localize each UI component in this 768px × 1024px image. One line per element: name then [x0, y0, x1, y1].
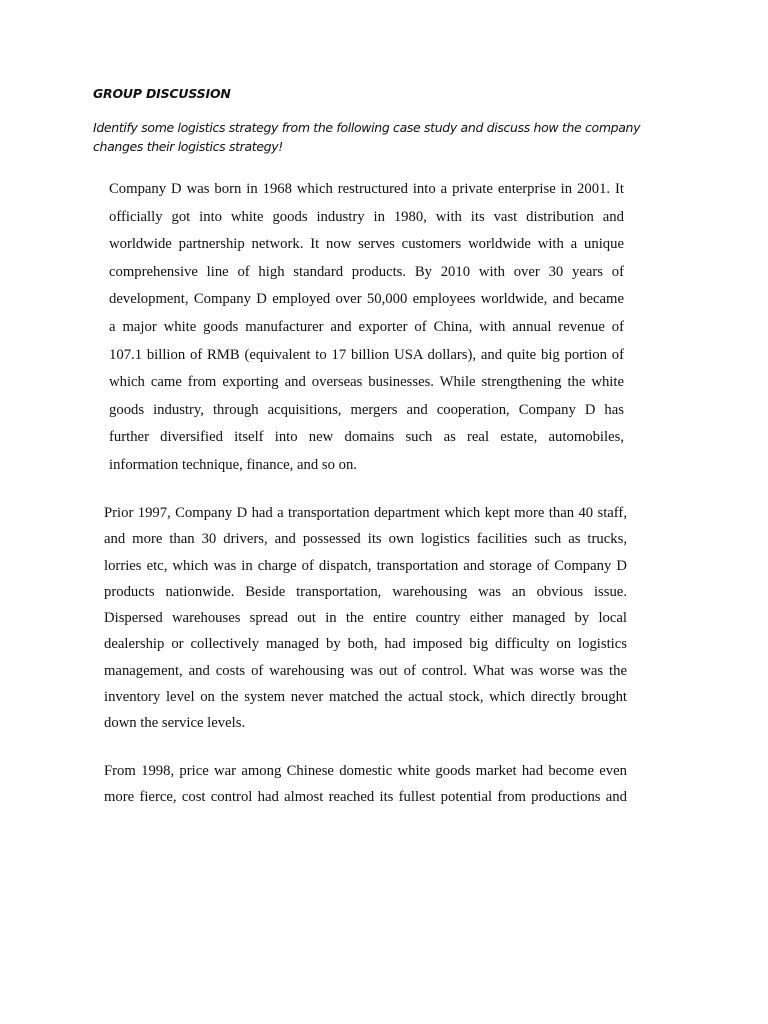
- discussion-prompt: [93, 118, 641, 156]
- paragraph-line: Company D was born in 1968 which restructured into a private enterprise in 2001. It: [109, 181, 624, 197]
- paragraph-line: which came from exporting and overseas businesses. While strengthening the white: [109, 374, 624, 391]
- paragraph-line: officially got into white goods industry in 1980, with its vast distribution and: [109, 208, 624, 225]
- paragraph-line: Dispersed warehouses spread out in the entire country either managed by local: [104, 610, 627, 627]
- paragraph-line: further diversified itself into new domains such as real estate, automobiles,: [109, 429, 624, 446]
- paragraph-line: inventory level on the system never matched the actual stock, which directly brought: [104, 689, 627, 706]
- group-discussion-heading: GROUP DISCUSSION: [93, 86, 231, 101]
- paragraph-line: goods industry, through acquisitions, mergers and cooperation, Company D has: [109, 401, 624, 418]
- paragraph-line: worldwide partnership network. It now serves customers worldwide with a unique: [109, 236, 624, 253]
- paragraph-line: more fierce, cost control had almost reached its fullest potential from productions and: [104, 789, 627, 806]
- case-paragraph-company-history: [109, 176, 624, 480]
- paragraph-line: down the service levels.: [104, 715, 246, 732]
- prompt-line: Identify some logistics strategy from the following case study and discuss how the company: [93, 120, 641, 135]
- paragraph-line: comprehensive line of high standard products. By 2010 with over 30 years of: [109, 263, 624, 280]
- paragraph-line: 107.1 billion of RMB (equivalent to 17 billion USA dollars), and quite big portion of: [109, 346, 624, 363]
- paragraph-line: information technique, finance, and so on.: [109, 456, 357, 473]
- paragraph-line: Prior 1997, Company D had a transportation department which kept more than 40 staff,: [104, 505, 627, 521]
- paragraph-line: development, Company D employed over 50,000 employees worldwide, and became: [109, 291, 624, 308]
- paragraph-line: a major white goods manufacturer and exporter of China, with annual revenue of: [109, 318, 624, 335]
- paragraph-line: lorries etc, which was in charge of dispatch, transportation and storage of Company D: [104, 557, 627, 574]
- paragraph-line: dealership or collectively managed by both, had imposed big difficulty on logistics: [104, 636, 627, 653]
- paragraph-line: From 1998, price war among Chinese domestic white goods market had become even: [104, 763, 627, 779]
- case-paragraph-prior-1997: [104, 500, 627, 737]
- prompt-line: changes their logistics strategy!: [93, 139, 283, 154]
- case-paragraph-from-1998: [104, 758, 627, 811]
- paragraph-line: and more than 30 drivers, and possessed its own logistics facilities such as trucks,: [104, 531, 627, 548]
- paragraph-line: products nationwide. Beside transportation, warehousing was an obvious issue.: [104, 583, 627, 600]
- paragraph-line: management, and costs of warehousing was out of control. What was worse was the: [104, 662, 627, 679]
